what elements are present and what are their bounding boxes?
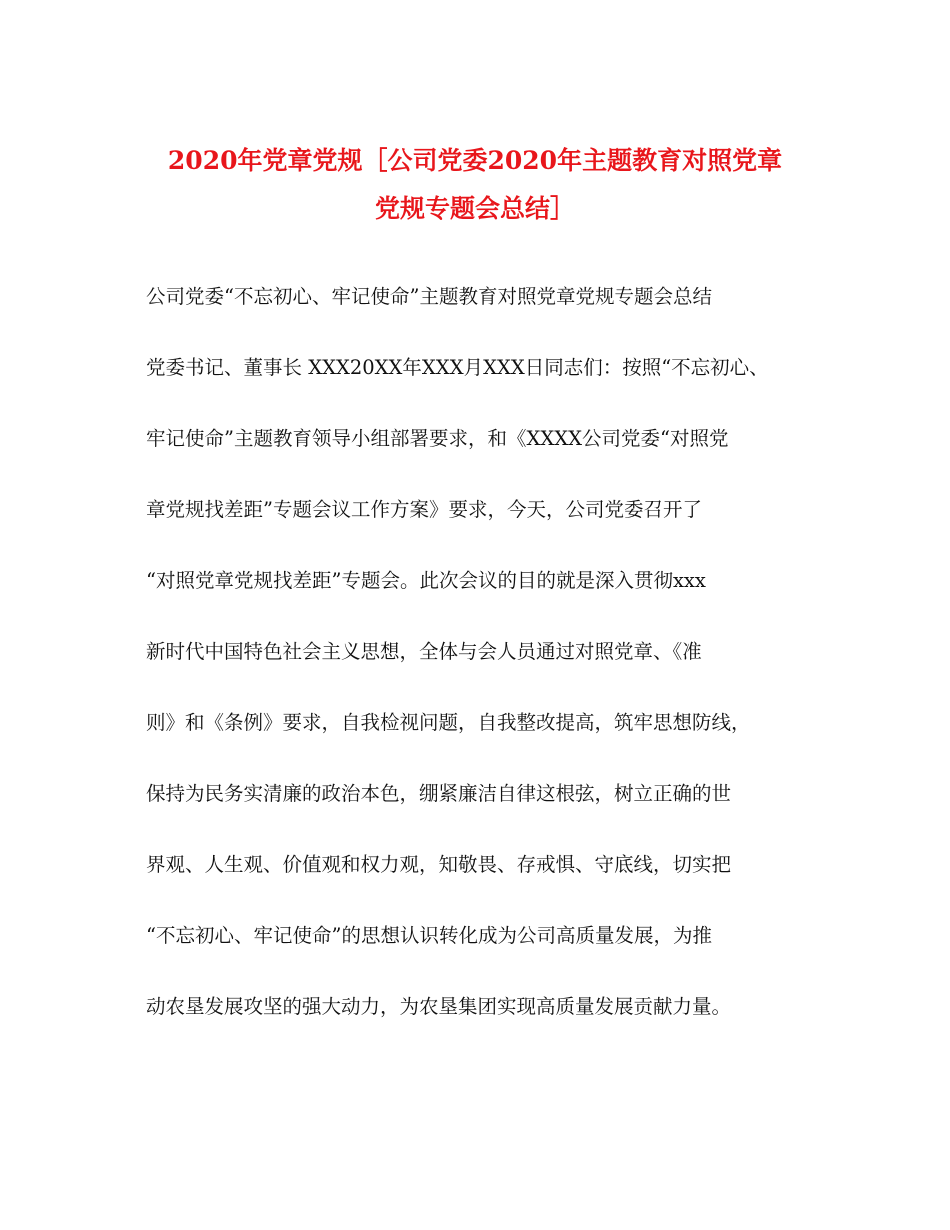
body-line-5: “对照党章党规找差距”专题会。此次会议的目的就是深入贯彻xxx <box>146 569 706 592</box>
document-title-line-2: 党规专题会总结］ <box>374 194 575 223</box>
body-line-8: 保持为民务实清廉的政治本色，绷紧廉洁自律这根弦，树立正确的世 <box>146 782 732 805</box>
document-title-line-1: 2020年党章党规［公司党委2020年主题教育对照党章 <box>167 146 783 175</box>
body-line-7: 则》和《条例》要求，自我检视问题，自我整改提高，筑牢思想防线， <box>146 711 751 734</box>
body-line-10: “不忘初心、牢记使命”的思想认识转化成为公司高质量发展，为推 <box>146 924 712 947</box>
body-line-3: 牢记使命”主题教育领导小组部署要求，和《XXXX公司党委“对照党 <box>146 427 729 450</box>
body-line-4: 章党规找差距”专题会议工作方案》要求，今天，公司党委召开了 <box>146 498 702 521</box>
body-line-2: 党委书记、董事长 XXX20XX年XXX月XXX日同志们：按照“不忘初心、 <box>146 356 769 379</box>
body-line-1: 公司党委“不忘初心、牢记使命”主题教育对照党章党规专题会总结 <box>146 285 712 308</box>
body-line-11: 动农垦发展攻坚的强大动力，为农垦集团实现高质量发展贡献力量。 <box>146 995 732 1018</box>
body-line-6: 新时代中国特色社会主义思想，全体与会人员通过对照党章、《准 <box>146 640 702 663</box>
body-line-9: 界观、人生观、价值观和权力观，知敬畏、存戒惧、守底线，切实把 <box>146 853 732 876</box>
